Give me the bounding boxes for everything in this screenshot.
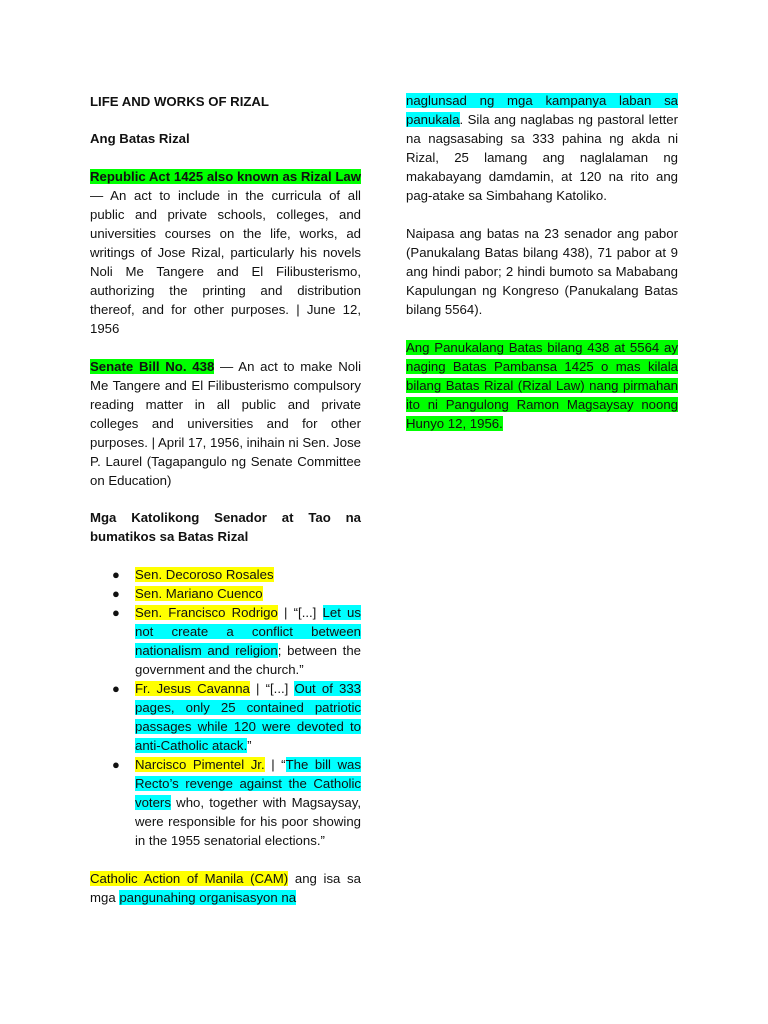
critic-name: Sen. Francisco Rodrigo	[135, 605, 278, 620]
critic-quote: Out of 333 pages, only 25 contained patriotic passages while 120 were devoted to anti-Catholic atack.	[135, 681, 361, 753]
senate-bill-label: Senate Bill No. 438	[90, 359, 215, 374]
republic-act-text: — An act to include in the curricula of all public and private schools, colleges, and universities courses on the life, works, ad writings of Jose Rizal, particularly his novels Noli Me Tangere and El Filibusterismo, authorizing the printing and distribution thereof, and for other purposes. | June 12, 1956	[90, 188, 361, 336]
republic-act-paragraph	[90, 167, 361, 338]
critic-quote: Let us not create a conflict between nationalism and religion	[135, 605, 361, 658]
bullet-icon: ●	[112, 586, 120, 601]
cam-quote: pangunahing organisasyon na	[119, 890, 297, 905]
quote-suffix: who, together with Magsaysay, were responsible for his poor showing in the 1955 senatorial elections.”	[135, 795, 361, 848]
enactment-paragraph	[406, 338, 678, 433]
critics-list	[90, 565, 361, 850]
list-item	[90, 755, 361, 850]
critic-name: Narcisco Pimentel Jr.	[135, 757, 265, 772]
enactment-text: Ang Panukalang Batas bilang 438 at 5564 ay naging Batas Pambansa 1425 o mas kilala bilang Batas Rizal (Rizal Law) nang pirmahan ito ni Pangulong Ramon Magsaysay noong Hunyo 12, 1956.	[406, 340, 678, 431]
cam-continuation-paragraph	[406, 91, 678, 205]
senate-bill-text: — An act to make Noli Me Tangere and El Filibusterismo compulsory reading matter in all public and private colleges and universities and for other purposes. | April 17, 1956, inihain ni Sen. Jose P. Laurel (Tagapangulo ng Senate Committee on Education)	[90, 359, 362, 488]
senate-bill-paragraph	[90, 357, 361, 490]
list-item	[90, 565, 361, 584]
quote-prefix: | “[...]	[249, 681, 295, 696]
right-column	[406, 91, 678, 433]
bullet-icon: ●	[112, 681, 120, 696]
cam-paragraph	[90, 869, 361, 907]
bullet-icon: ●	[112, 605, 120, 620]
list-item	[90, 584, 361, 603]
critic-name: Sen. Mariano Cuenco	[135, 586, 263, 601]
bullet-icon: ●	[112, 567, 120, 582]
cam-label: Catholic Action of Manila (CAM)	[90, 871, 289, 886]
left-column	[90, 92, 361, 907]
critic-name: Fr. Jesus Cavanna	[135, 681, 250, 696]
critics-heading: Mga Katolikong Senador at Tao na bumatikos sa Batas Rizal	[90, 510, 361, 544]
bullet-icon: ●	[112, 757, 120, 772]
quote-suffix: ”	[247, 738, 252, 753]
cam-text: ang isa sa mga	[90, 871, 361, 905]
cam-continuation-text: . Sila ang naglabas ng pastoral letter na nagsasabing sa 333 pahina ng akda ni Rizal, 25 lamang ang naglalaman ng makabayang damdamin, at 120 na rito ang pag-atake sa Simbahang Katoliko.	[406, 112, 678, 203]
list-item	[90, 603, 361, 679]
quote-suffix: ; between the government and the church.”	[135, 643, 361, 677]
republic-act-label: Republic Act 1425 also known as Rizal Law	[90, 169, 361, 184]
list-item	[90, 679, 361, 755]
quote-prefix: | “[...]	[277, 605, 323, 620]
critic-name: Sen. Decoroso Rosales	[135, 567, 274, 582]
section-subtitle: Ang Batas Rizal	[90, 131, 190, 146]
cam-continuation-quote: naglunsad ng mga kampanya laban sa panukala	[406, 93, 678, 127]
critic-quote: The bill was Recto’s revenge against the Catholic voters	[135, 757, 361, 810]
quote-prefix: | “	[264, 757, 286, 772]
document-title: LIFE AND WORKS OF RIZAL	[90, 94, 269, 109]
vote-paragraph: Naipasa ang batas na 23 senador ang pabor (Panukalang Batas bilang 438), 71 pabor at 9 ang hindi pabor; 2 hindi bumoto sa Mababang Kapulungan ng Kongreso (Panukalang Batas bilang 5564).	[406, 226, 678, 317]
